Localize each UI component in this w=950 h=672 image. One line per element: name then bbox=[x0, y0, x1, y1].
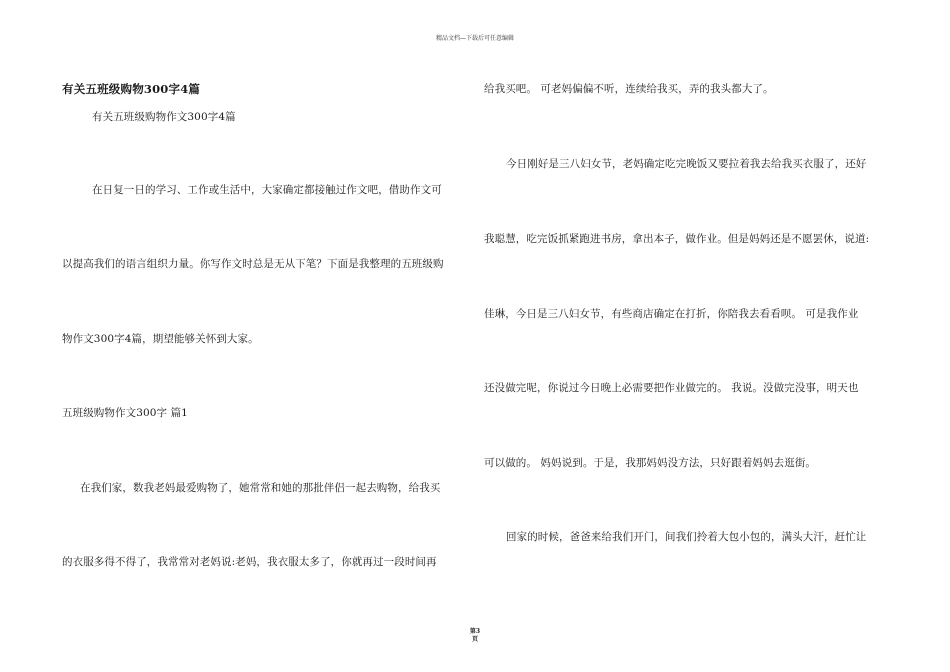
paragraph-line: 今日刚好是三八妇女节，老妈确定吃完晚饭又要拉着我去给我买衣服了，还好 bbox=[506, 158, 867, 170]
paragraph-line: 物作文300字4篇，期望能够关怀到大家。 bbox=[62, 333, 259, 345]
paragraph-line: 在我们家，数我老妈最爱购物了，她常常和她的那批伴侣一起去购物，给我买 bbox=[80, 482, 441, 494]
document-title: 有关五班级购物300字4篇 bbox=[62, 82, 201, 96]
page-number: 第3 bbox=[469, 628, 481, 635]
paragraph-line: 以提高我们的语言组织力量。你写作文时总是无从下笔？下面是我整理的五班级购 bbox=[62, 258, 444, 270]
paragraph-line: 还没做完呢，你说过今日晚上必需要把作业做完的。 我说。没做完没事，明天也 bbox=[484, 382, 859, 394]
paragraph-line: 给我买吧。 可老妈偏偏不听，连续给我买，弄的我头都大了。 bbox=[484, 83, 774, 95]
subtitle-line: 有关五班级购物作文300字4篇 bbox=[92, 111, 236, 123]
paragraph-line: 佳琳，今日是三八妇女节，有些商店确定在打折，你陪我去看看呗。 可是我作业 bbox=[484, 308, 859, 320]
page-number-suffix: 页 bbox=[471, 636, 478, 643]
paragraph-line: 回家的时候，爸爸来给我们开门，间我们拎着大包小包的，满头大汗，赶忙让 bbox=[506, 531, 867, 543]
paragraph-line: 我聪慧，吃完饭抓紧跑进书房，拿出本子，做作业。但是妈妈还是不愿罢休，说道: bbox=[484, 233, 870, 245]
paragraph-line: 可以做的。 妈妈说到。于是，我那妈妈没方法，只好跟着妈妈去逛街。 bbox=[484, 457, 817, 469]
paragraph-line: 在日复一日的学习、工作或生活中，大家确定都接触过作文吧，借助作文可 bbox=[92, 184, 442, 196]
paragraph-line: 的衣服多得不得了，我常常对老妈说:老妈，我衣服太多了，你就再过一段时间再 bbox=[62, 556, 437, 568]
section-heading: 五班级购物作文300字 篇1 bbox=[62, 407, 188, 419]
page-header: 精品文档—下载后可任意编辑 bbox=[435, 35, 514, 42]
